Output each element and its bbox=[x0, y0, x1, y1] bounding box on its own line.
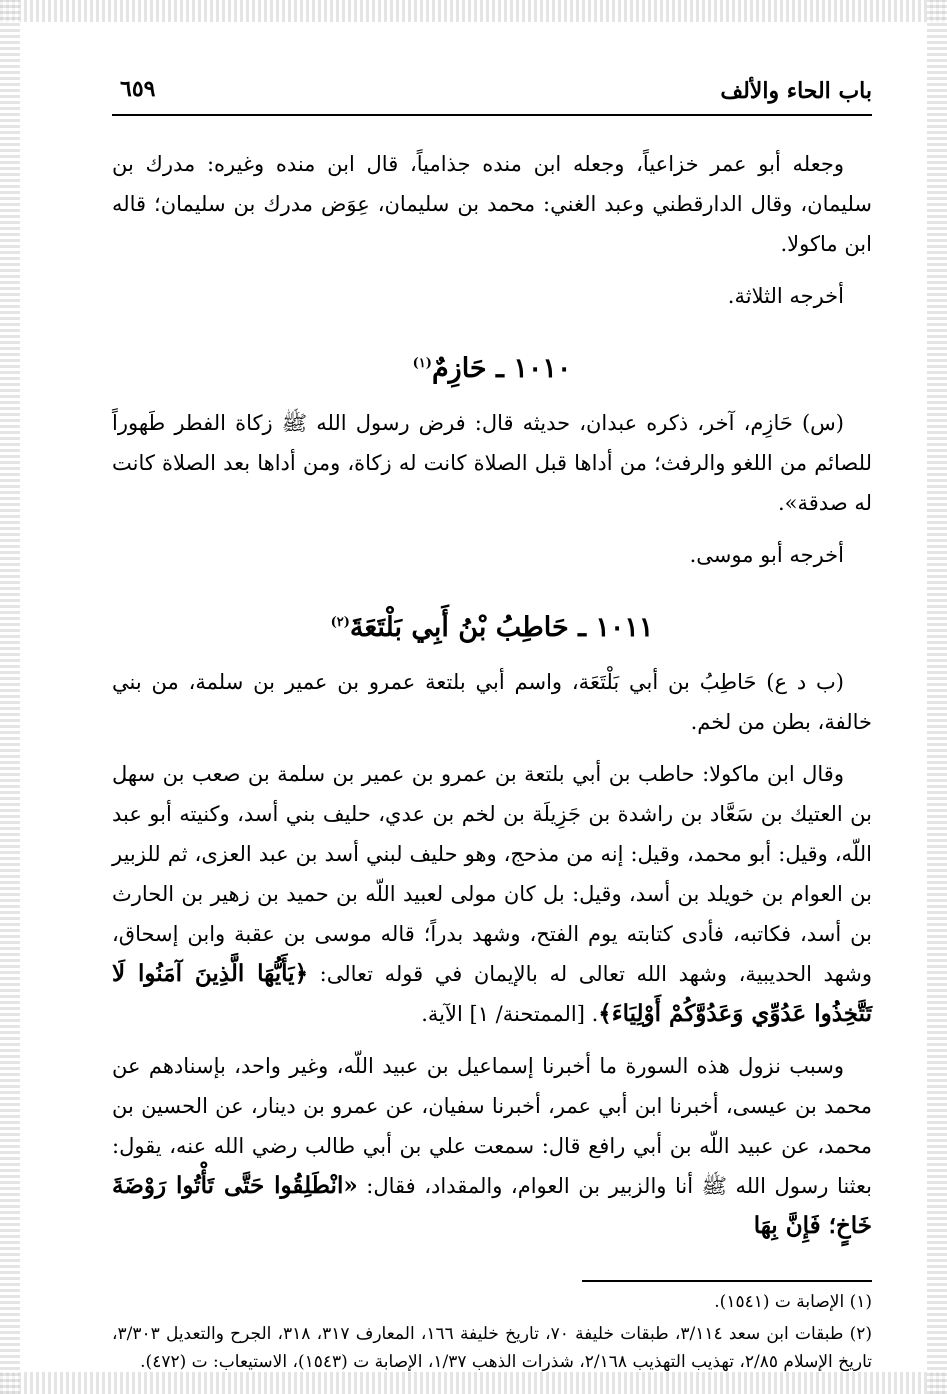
paragraph-text: وقال ابن ماكولا: حاطب بن أبي بلتعة بن عمرو بن عمير بن سلمة بن صعب بن سهل بن العتيك بن سَعَّاد بن راشدة بن جَزِيلَة بن لخم بن عدي، حليف بني أسد، وكنيته أبو عبد اللّه، وقيل: أبو محمد، وقيل: إنه من مذحج، وهو حليف لبني أسد بن عبد العزى، ثم للزبير بن العوام بن خويلد بن أسد، وقيل: بل كان مولى لعبيد اللّه بن حميد بن زهير بن الحارث بن أسد، فكاتبه، فأدى كتابته يوم الفتح، وشهد بدراً؛ قاله موسى بن عقبة وابن إسحاق، وشهد الحديبية، وشهد الله تعالى له بالإيمان في قوله تعالى: bbox=[112, 762, 872, 986]
quran-verse: ﴿يَأَيُّهَا الَّذِينَ آمَنُوا لَا تَتَّخِذُوا عَدُوِّي وَعَدُوَّكُمْ أَوْلِيَاءَ﴾ bbox=[112, 960, 872, 1027]
entry-heading-1011 bbox=[112, 603, 872, 648]
page-number: ٦٥٩ bbox=[120, 76, 156, 102]
paragraph-text: وسبب نزول هذه السورة ما أخبرنا إسماعيل بن عبيد اللّه، وغير واحد، بإسنادهم عن محمد بن عيسى، أخبرنا ابن أبي عمر، أخبرنا سفيان، عن عمرو بن دينار، عن الحسين بن محمد، عن عبيد اللّه بن أبي رافع قال: سمعت علي بن أبي طالب رضي الله عنه، يقول: بعثنا رسول الله ﷺ أنا والزبير بن العوام، والمقداد، فقال: bbox=[112, 1054, 872, 1198]
paragraph: أخرجه الثلاثة. bbox=[727, 284, 844, 308]
decorative-border-left bbox=[0, 0, 20, 1394]
paragraph: (ب د ع) حَاطِبُ بن أبي بَلْتَعَة، واسم أبي بلتعة عمرو بن عمير بن سلمة، من بني خالفة، بطن من لخم. bbox=[112, 670, 872, 734]
main-text bbox=[112, 144, 872, 1246]
page-header bbox=[112, 70, 872, 116]
decorative-border-right bbox=[927, 0, 947, 1394]
footnote-divider bbox=[582, 1280, 872, 1282]
entry-heading-1010 bbox=[112, 344, 872, 389]
paragraph bbox=[112, 1046, 872, 1246]
verse-reference: . [الممتحنة/ ١] الآية. bbox=[421, 1002, 599, 1026]
footnote: (١) الإصابة ت (١٥٤١). bbox=[714, 1292, 872, 1312]
paragraph: وجعله أبو عمر خزاعياً، وجعله ابن منده جذامياً، قال ابن منده وغيره: مدرك بن سليمان، وقال الدارقطني وعبد الغني: محمد بن سليمان، عِوَض مدرك بن سليمان؛ قاله ابن ماكولا. bbox=[112, 152, 872, 256]
footnote: (٢) طبقات ابن سعد ٣/١١٤، طبقات خليفة ٧٠، تاريخ خليفة ١٦٦، المعارف ٣١٧، ٣١٨، الجرح والتعديل ٣/٣٠٣، تاريخ الإسلام ٢/٨٥، تهذيب التهذيب ٢/١٦٨، شذرات الذهب ١/٣٧، الإصابة ت (١٥٤٣)، الاستيعاب: ت (٤٧٢). bbox=[112, 1324, 872, 1372]
decorative-border-top bbox=[0, 0, 947, 22]
paragraph: أخرجه أبو موسى. bbox=[689, 543, 844, 567]
hadith-quote: «انْطَلِقُوا حَتَّى تَأْتُوا رَوْضَةَ خَاخٍ؛ فَإِنَّ بِهَا bbox=[112, 1172, 872, 1239]
paragraph bbox=[112, 754, 872, 1034]
footnote-marker: (٢) bbox=[330, 615, 350, 630]
entry-title: ١٠١٠ ـ حَازِمٌ bbox=[431, 353, 572, 384]
paragraph: (س) حَازِم، آخر، ذكره عبدان، حديثه قال: فرض رسول الله ﷺ زكاة الفطر طَهوراً للصائم من اللغو والرفث؛ من أداها قبل الصلاة كانت له زكاة، ومن أداها بعد الصلاة كانت له صدقة». bbox=[112, 411, 872, 515]
book-page bbox=[112, 70, 872, 1380]
running-head: باب الحاء والألف bbox=[720, 78, 872, 104]
footnote-marker: (١) bbox=[412, 356, 432, 371]
entry-title: ١٠١١ ـ حَاطِبُ بْنُ أَبِي بَلْتَعَةَ bbox=[349, 612, 654, 643]
footnotes bbox=[112, 1280, 872, 1376]
